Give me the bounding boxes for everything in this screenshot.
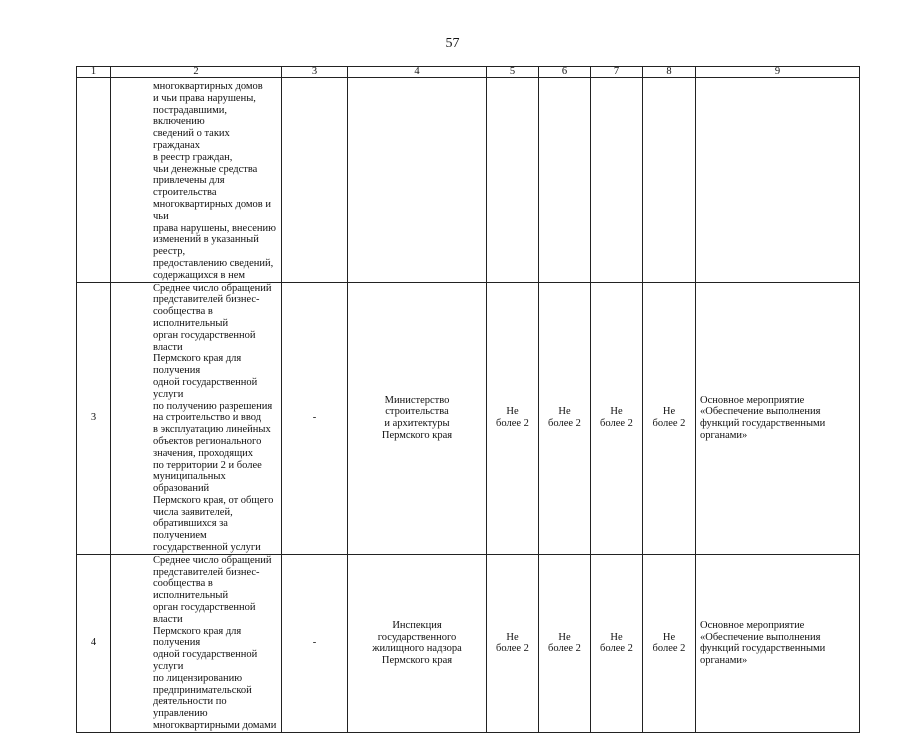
header-cell: 2 <box>111 67 282 78</box>
header-cell: 7 <box>591 67 643 78</box>
row-number-cell <box>77 78 111 283</box>
value-cell <box>539 78 591 283</box>
value-cell: Не более 2 <box>539 554 591 732</box>
indicators-table <box>76 66 860 733</box>
value-cell <box>591 78 643 283</box>
header-cell: 3 <box>282 67 348 78</box>
agency-cell <box>348 78 487 283</box>
measure-cell: Основное мероприятие «Обеспечение выполнения функций государственными органами» <box>696 554 860 732</box>
row-number-cell: 3 <box>77 282 111 554</box>
value-cell: Не более 2 <box>643 554 696 732</box>
value-cell: Не более 2 <box>643 282 696 554</box>
header-cell: 4 <box>348 67 487 78</box>
header-cell: 6 <box>539 67 591 78</box>
agency-cell: Министерство строительства и архитектуры Пермского края <box>348 282 487 554</box>
value-cell <box>643 78 696 283</box>
measure-cell: Основное мероприятие «Обеспечение выполнения функций государственными органами» <box>696 282 860 554</box>
indicator-cell: Среднее число обращений представителей бизнес- сообщества в исполнительный орган государственной власти Пермского края для получения одной государственной услуги по лицензированию предпринимательской деятельности по управлению многоквартирными домами <box>111 554 282 732</box>
indicator-cell: Среднее число обращений представителей бизнес- сообщества в исполнительный орган государственной власти Пермского края для получения одной государственной услуги по получению разрешения на строительство и ввод в эксплуатацию линейных объектов регионального значения, проходящих по территории 2 и более муниципальных образований Пермского края, от общего числа заявителей, обратившихся за получением государственной услуги <box>111 282 282 554</box>
table-row <box>77 282 860 554</box>
measure-cell <box>696 78 860 283</box>
column-3-cell: - <box>282 554 348 732</box>
value-cell: Не более 2 <box>539 282 591 554</box>
table-header-row <box>77 67 860 78</box>
value-cell: Не более 2 <box>591 554 643 732</box>
value-cell <box>487 78 539 283</box>
page-number: 57 <box>445 36 460 51</box>
table-row <box>77 554 860 732</box>
indicator-cell: многоквартирных домов и чьи права нарушены, пострадавшими, включению сведений о таких гражданах в реестр граждан, чьи денежные средства привлечены для строительства многоквартирных домов и чьи права нарушены, внесению изменений в указанный реестр, предоставлению сведений, содержащихся в нем <box>111 78 282 283</box>
value-cell: Не более 2 <box>487 554 539 732</box>
header-cell: 8 <box>643 67 696 78</box>
agency-cell: Инспекция государственного жилищного надзора Пермского края <box>348 554 487 732</box>
value-cell: Не более 2 <box>487 282 539 554</box>
row-number-cell: 4 <box>77 554 111 732</box>
header-cell: 9 <box>696 67 860 78</box>
column-3-cell <box>282 78 348 283</box>
header-cell: 1 <box>77 67 111 78</box>
header-cell: 5 <box>487 67 539 78</box>
table-row <box>77 78 860 283</box>
column-3-cell: - <box>282 282 348 554</box>
value-cell: Не более 2 <box>591 282 643 554</box>
